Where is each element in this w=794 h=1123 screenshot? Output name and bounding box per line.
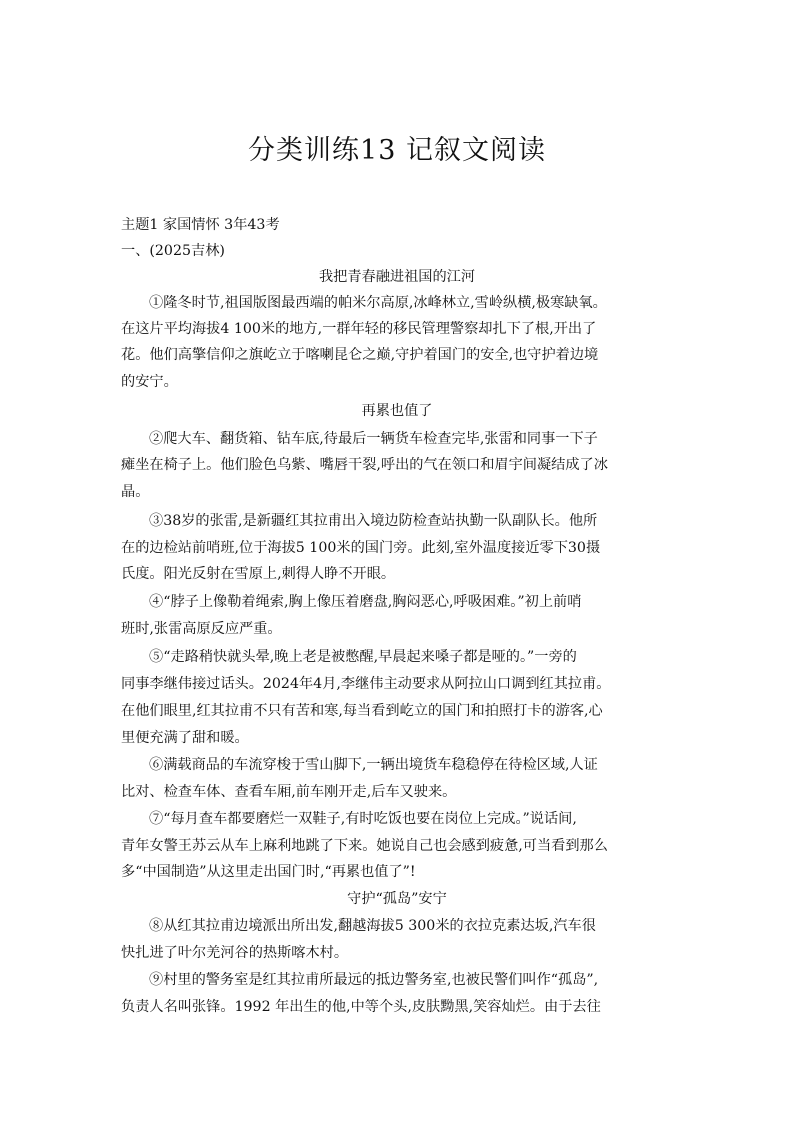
paragraph-7-line: 青年女警王苏云从车上麻利地跳了下来。她说自己也会感到疲惫,可当看到那么 [121, 838, 608, 854]
paragraph-3-line: 在的边检站前哨班,位于海拔5 100米的国门旁。此刻,室外温度接近零下30摄 [121, 540, 601, 556]
paragraph-4-line: ④“脖子上像勒着绳索,胸上像压着磨盘,胸闷恶心,呼吸困难。”初上前哨 [149, 594, 582, 610]
paragraph-9-line: 负责人名叫张锋。1992 年出生的他,中等个头,皮肤黝黑,笑容灿烂。由于去往 [121, 999, 601, 1015]
paragraph-8-line: ⑧从红其拉甫边境派出所出发,翻越海拔5 300米的衣拉克素达坂,汽车很 [149, 918, 596, 934]
paragraph-9-line: ⑨村里的警务室是红其拉甫所最远的抵边警务室,也被民警们叫作“孤岛”, [149, 972, 599, 988]
paragraph-1-line: 的安宁。 [121, 374, 178, 390]
paragraph-6-line: ⑥满载商品的车流穿梭于雪山脚下,一辆出境货车稳稳停在待检区域,人证 [149, 757, 598, 773]
section-heading-1: 再累也值了 [361, 403, 433, 419]
paragraph-7-line: ⑦“每月查车都要磨烂一双鞋子,有时吃饭也要在岗位上完成。”说话间, [149, 811, 577, 827]
paragraph-1-line: 花。他们高擎信仰之旗屹立于喀喇昆仑之巅,守护着国门的安全,也守护着边境 [121, 347, 599, 363]
section-heading-2: 守护“孤岛”安宁 [347, 891, 447, 907]
paragraph-5-line: 在他们眼里,红其拉甫不只有苦和寒,每当看到屹立的国门和拍照打卡的游客,心 [121, 703, 603, 719]
paragraph-4-line: 班时,张雷高原反应严重。 [121, 621, 282, 637]
paragraph-5-line: 里便充满了甜和暖。 [121, 730, 249, 746]
paragraph-3-line: 氏度。阳光反射在雪原上,刺得人睁不开眼。 [121, 566, 396, 582]
paragraph-2-line: 晶。 [121, 484, 150, 500]
paragraph-2-line: 瘫坐在椅子上。他们脸色乌紫、嘴唇干裂,呼出的气在领口和眉宇间凝结成了冰 [121, 457, 608, 473]
paragraph-2-line: ②爬大车、翻货箱、钻车底,待最后一辆货车检查完毕,张雷和同事一下子 [149, 431, 598, 447]
page-title: 分类训练13 记叙文阅读 [248, 135, 546, 166]
article-title: 我把青春融进祖国的江河 [318, 269, 476, 285]
question-label: 一、(2025吉林) [121, 243, 225, 259]
topic-heading: 主题1 家国情怀 3年43考 [121, 217, 280, 233]
paragraph-3-line: ③38岁的张雷,是新疆红其拉甫出入境边防检查站执勤一队副队长。他所 [149, 513, 598, 529]
paragraph-1-line: 在这片平均海拔4 100米的地方,一群年轻的移民管理警察却扎下了根,开出了 [121, 321, 597, 337]
paragraph-1-line: ①隆冬时节,祖国版图最西端的帕米尔高原,冰峰林立,雪岭纵横,极寒缺氧。 [149, 295, 607, 311]
paragraph-8-line: 快扎进了叶尔羌河谷的热斯喀木村。 [121, 945, 349, 961]
paragraph-7-line: 多“中国制造”从这里走出国门时,“再累也值了”! [121, 864, 416, 880]
paragraph-6-line: 比对、检查车体、查看车厢,前车刚开走,后车又驶来。 [121, 784, 457, 800]
paragraph-5-line: 同事李继伟接过话头。2024年4月,李继伟主动要求从阿拉山口调到红其拉甫。 [121, 676, 611, 692]
paragraph-5-line: ⑤“走路稍快就头晕,晚上老是被憋醒,早晨起来嗓子都是哑的。”一旁的 [149, 649, 577, 665]
